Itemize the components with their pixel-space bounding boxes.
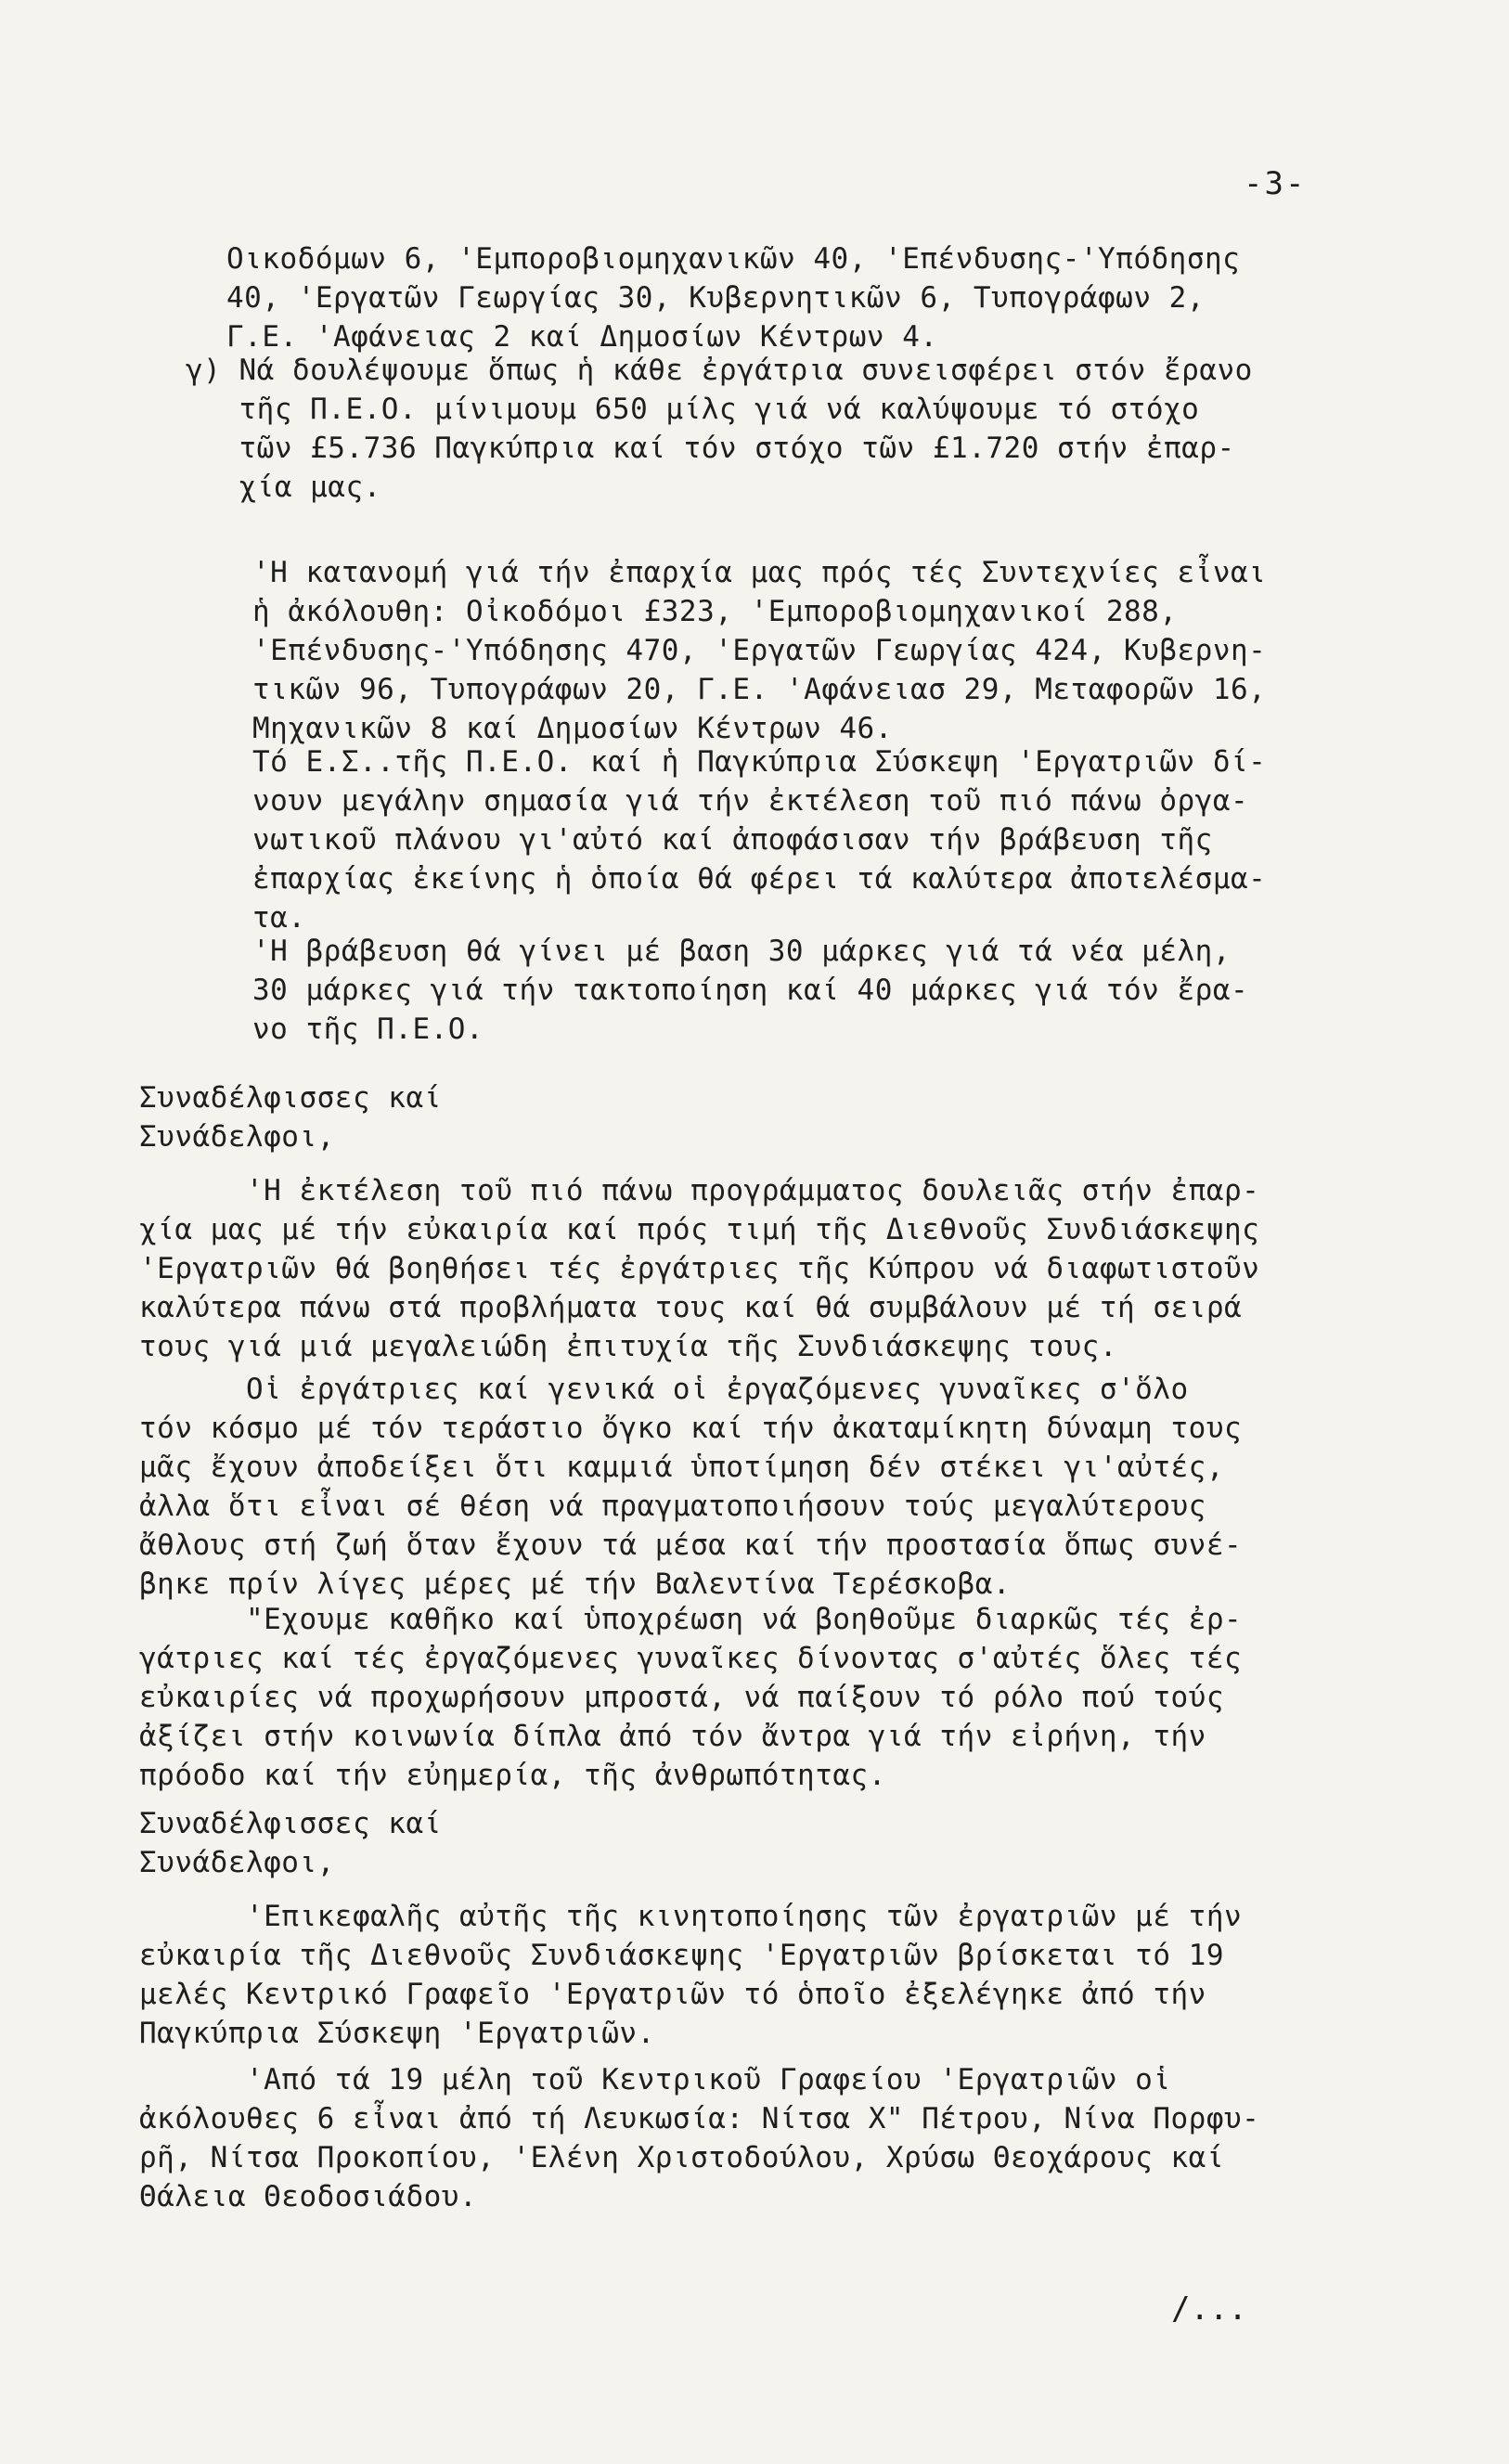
text-line: ἀκόλουθες 6 εἶναι ἀπό τή Λευκωσία: Νίτσα Χ" Πέτρου, Νίνα Πορφυ-	[139, 2102, 1260, 2135]
paragraph-distribution	[252, 553, 1266, 748]
text-line: Συνάδελφοι,	[139, 1120, 335, 1154]
text-line: νο τῆς Π.Ε.Ο.	[252, 1013, 484, 1046]
text-line: τόν κόσμο μέ τόν τεράστιο ὄγκο καί τήν ἀκαταμίκητη δύναμη τους	[139, 1412, 1243, 1445]
text-line: μελές Κεντρικό Γραφεῖο 'Εργατριῶν τό ὁποῖο ἐξελέγηκε ἀπό τήν	[139, 1978, 1206, 2011]
text-line: τῶν £5.736 Παγκύπρια καί τόν στόχο τῶν £1.720 στήν ἐπαρ-	[186, 432, 1235, 465]
text-line: μᾶς ἔχουν ἀποδείξει ὅτι καμμιά ὑποτίμηση δέν στέκει γι'αὐτές,	[139, 1451, 1224, 1484]
text-line: τους γιά μιά μεγαλειώδη ἐπιτυχία τῆς Συνδιάσκεψης τους.	[139, 1330, 1117, 1363]
paragraph-members	[139, 2060, 1259, 2216]
text-line: ἀξίζει στήν κοινωνία δίπλα ἀπό τόν ἄντρα γιά τήν εἰρήνη, τήν	[139, 1720, 1206, 1753]
text-line: εὐκαιρία τῆς Διεθνοῦς Συνδιάσκεψης 'Εργατριῶν βρίσκεται τό 19	[139, 1939, 1224, 1972]
text-line: χία μας.	[186, 471, 381, 504]
text-line: 'Η βράβευση θά γίνει μέ βαση 30 μάρκες γιά τά νέα μέλη,	[252, 935, 1231, 968]
text-line: τικῶν 96, Τυπογράφων 20, Γ.Ε. 'Αφάνειασ 29, Μεταφορῶν 16,	[252, 673, 1267, 706]
text-line: Τό Ε.Σ..τῆς Π.Ε.Ο. καί ἡ Παγκύπρια Σύσκεψη 'Εργατριῶν δί-	[252, 745, 1267, 779]
text-line: 30 μάρκες γιά τήν τακτοποίηση καί 40 μάρκες γιά τόν ἔρα-	[252, 974, 1249, 1007]
continuation-mark: /...	[1171, 2290, 1247, 2328]
text-line: ρῆ, Νίτσα Προκοπίου, 'Ελένη Χριστοδούλου, Χρύσω Θεοχάρους καί	[139, 2141, 1224, 2174]
text-line: 'Επένδυσης-'Υπόδησης 470, 'Εργατῶν Γεωργίας 424, Κυβερνη-	[252, 634, 1267, 667]
text-line: Παγκύπρια Σύσκεψη 'Εργατριῶν.	[139, 2017, 655, 2050]
paragraph-salutation-1	[139, 1078, 442, 1156]
text-line: 'Επικεφαλῆς αὐτῆς τῆς κινητοποίησης τῶν ἐργατριῶν μέ τήν	[139, 1900, 1243, 1933]
paragraph-execution	[139, 1171, 1259, 1366]
text-line: εὐκαιρίες νά προχωρήσουν μπροστά, νά παίξουν τό ρόλο πού τούς	[139, 1681, 1224, 1714]
page-number: -3-	[1244, 165, 1307, 202]
paragraph-central-office	[139, 1897, 1242, 2053]
text-line: ἄθλους στή ζωή ὅταν ἔχουν τά μέσα καί τήν προστασία ὅπως συνέ-	[139, 1529, 1243, 1562]
paragraph-intro-list	[226, 239, 1240, 356]
text-line: ἡ ἀκόλουθη: Οἰκοδόμοι £323, 'Εμποροβιομηχανικοί 288,	[252, 595, 1178, 628]
text-line: Οικοδόμων 6, 'Εμποροβιομηχανικῶν 40, 'Επένδυσης-'Υπόδησης	[226, 242, 1241, 276]
text-line: ἀλλα ὅτι εἶναι σέ θέση νά πραγματοποιήσουν τούς μεγαλύτερους	[139, 1490, 1206, 1523]
paragraph-women-workers	[139, 1370, 1242, 1604]
text-line: τῆς Π.Ε.Ο. μίνιμουμ 650 μίλς γιά νά καλύψουμε τό στόχο	[186, 393, 1200, 426]
text-line: "Εχουμε καθῆκο καί ὑποχρέωση νά βοηθοῦμε διαρκῶς τές ἐρ-	[139, 1603, 1243, 1636]
text-line: Θάλεια Θεοδοσιάδου.	[139, 2180, 478, 2213]
text-line: πρόοδο καί τήν εὐημερία, τῆς ἀνθρωπότητας.	[139, 1759, 886, 1792]
text-line: Συνάδελφοι,	[139, 1846, 335, 1879]
text-line: καλύτερα πάνω στά προβλήματα τους καί θά συμβάλουν μέ τή σειρά	[139, 1291, 1243, 1324]
text-line: Συναδέλφισσες καί	[139, 1081, 442, 1115]
text-line: 'Η ἐκτέλεση τοῦ πιό πάνω προγράμματος δουλειᾶς στήν ἐπαρ-	[139, 1174, 1260, 1207]
text-line: Γ.Ε. 'Αφάνειας 2 καί Δημοσίων Κέντρων 4.	[226, 320, 938, 354]
text-line: τα.	[252, 901, 306, 935]
text-line: 'Η κατανομή γιά τήν ἐπαρχία μας πρός τές Συντεχνίες εἶναι	[252, 556, 1267, 589]
text-line: νουν μεγάλην σημασία γιά τήν ἐκτέλεση τοῦ πιό πάνω ὀργα-	[252, 784, 1249, 818]
text-line: ἐπαρχίας ἐκείνης ἡ ὁποία θά φέρει τά καλύτερα ἀποτελέσμα-	[252, 862, 1267, 896]
paragraph-duty	[139, 1600, 1242, 1795]
paragraph-item-gamma	[186, 351, 1253, 507]
text-line: γ) Νά δουλέψουμε ὅπως ἡ κάθε ἐργάτρια συνεισφέρει στόν ἔρανο	[186, 354, 1253, 387]
text-line: 40, 'Εργατῶν Γεωργίας 30, Κυβερνητικῶν 6, Τυπογράφων 2,	[226, 281, 1205, 315]
paragraph-award	[252, 932, 1248, 1049]
paragraph-salutation-2	[139, 1804, 442, 1882]
text-line: Συναδέλφισσες καί	[139, 1807, 442, 1840]
text-line: Οἱ ἐργάτριες καί γενικά οἱ ἐργαζόμενες γυναῖκες σ'ὅλο	[139, 1373, 1189, 1406]
text-line: νωτικοῦ πλάνου γι'αὐτό καί ἀποφάσισαν τήν βράβευση τῆς	[252, 823, 1213, 857]
paragraph-esp-paragraph	[252, 742, 1266, 937]
text-line: 'Από τά 19 μέλη τοῦ Κεντρικοῦ Γραφείου 'Εργατριῶν οἱ	[139, 2063, 1171, 2096]
text-line: Μηχανικῶν 8 καί Δημοσίων Κέντρων 46.	[252, 712, 893, 745]
text-line: χία μας μέ τήν εὐκαιρία καί πρός τιμή τῆς Διεθνοῦς Συνδιάσκεψης	[139, 1213, 1260, 1246]
text-line: βηκε πρίν λίγες μέρες μέ τήν Βαλεντίνα Τερέσκοβα.	[139, 1567, 1012, 1601]
text-line: 'Εργατριῶν θά βοηθήσει τές ἐργάτριες τῆς Κύπρου νά διαφωτιστοῦν	[139, 1252, 1260, 1285]
text-line: γάτριες καί τές ἐργαζόμενες γυναῖκες δίνοντας σ'αὐτές ὅλες τές	[139, 1642, 1243, 1675]
